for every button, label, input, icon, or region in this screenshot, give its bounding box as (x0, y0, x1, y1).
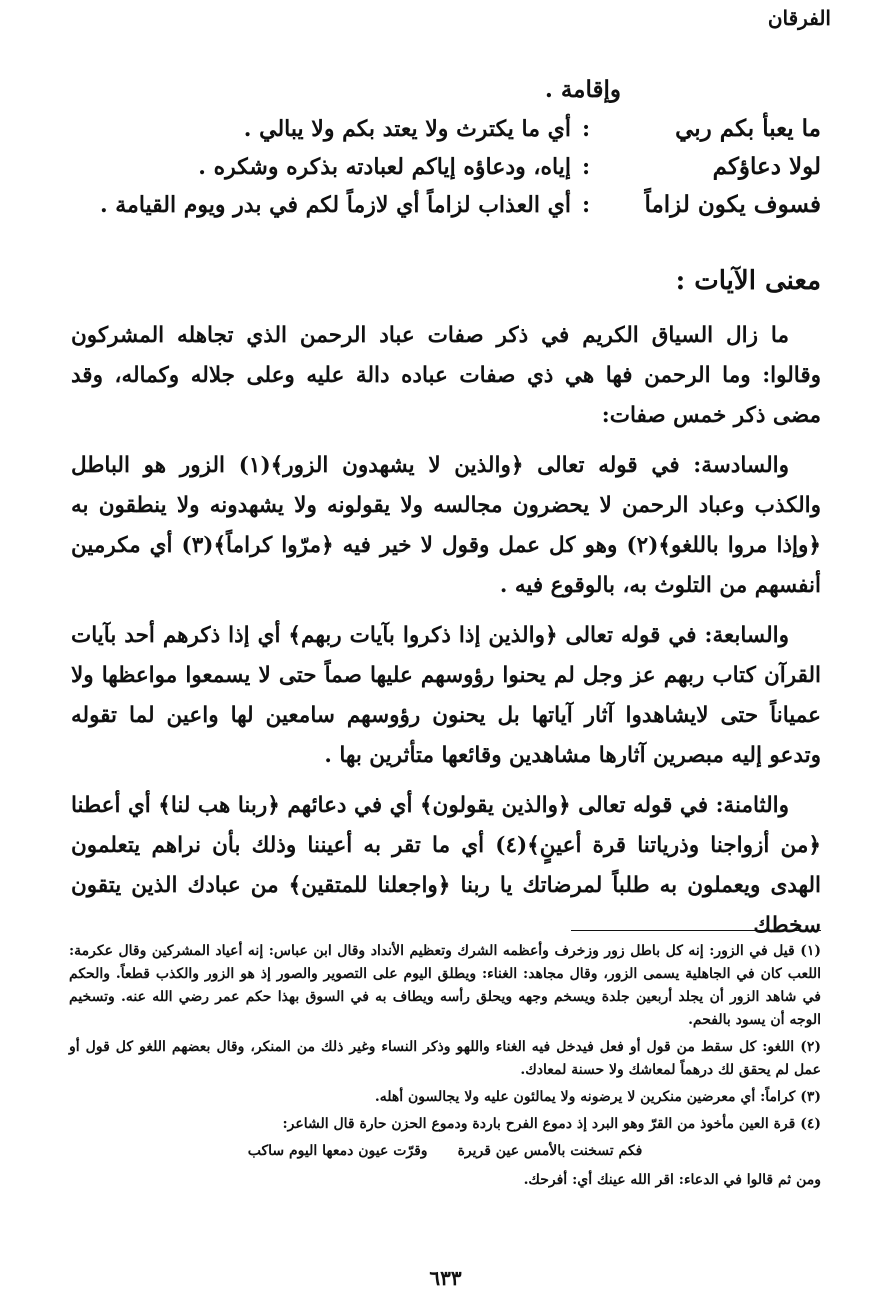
running-header-title: الفرقان (767, 6, 831, 30)
glossary-definition: أي العذاب لزاماً أي لازماً لكم في بدر ويوم القيامة . (99, 192, 571, 218)
page-number: ٦٣٣ (429, 1266, 462, 1290)
poem-second-hemistich: وقرّت عيون دمعها اليوم ساكب (247, 1143, 428, 1159)
paragraph-eighth: والثامنة: في قوله تعالى ﴿والذين يقولون﴾ أي في دعائهم ﴿ربنا هب لنا﴾ أي أعطنا ﴿من أزواجنا وذرياتنا قرة أعينٍ﴾(٤) أي ما تقر به أعيننا وذلك بأن نراهم يتعلمون الهدى ويعملون به طلباً لمرضاتك يا ربنا ﴿واجعلنا للمتقين﴾ من عبادك الذين يتقون سخطك (71, 793, 821, 938)
footnote-1: (١) قيل في الزور: إنه كل باطل زور وزخرف وأعظمه الشرك وتعظيم الأنداد وقال ابن عباس: إنه أعياد المشركين وقال عكرمة: اللعب كان في الجاهلية يسمى الزور، وقال مجاهد: الغناء: ويطلق اليوم على التصوير والصور إذ هو الزور والكذب قطعاً. والحكم في شاهد الزور أن يجلد أربعين جلدة ويسخم وجهه ويحلق رأسه ويطاف به في السوق بهذا حكم عمر رضي الله عنه. وتسخيم الوجه أن يسود بالفحم. (69, 943, 821, 1028)
poem-verse (69, 1140, 821, 1163)
paragraph-intro: ما زال السياق الكريم في ذكر صفات عباد الرحمن الذي تجاهله المشركون وقالوا: وما الرحمن فها هي ذي صفات عباده دالة عليه وعلى جلاله وكماله، وقد مضى ذكر خمس صفات: (71, 323, 821, 428)
glossary-row (61, 153, 821, 191)
paragraph-sixth: والسادسة: في قوله تعالى ﴿والذين لا يشهدون الزور﴾(١) الزور هو الباطل والكذب وعباد الرحمن لا يحضرون مجالسه ولا يقولونه ولا يشهدونه ولا ينطقون به ﴿وإذا مروا باللغو﴾(٢) وهو كل عمل وقول لا خير فيه ﴿مرّوا كراماً﴾(٣) أي مكرمين أنفسهم من التلوث به، بالوقوع فيه . (71, 453, 821, 598)
glossary-term: لولا دعاؤكم (712, 153, 821, 180)
footnote-4: (٤) قرة العين مأخوذ من القرّ وهو البرد إذ دموع الفرح باردة ودموع الحزن حارة قال الشاعر: (282, 1116, 821, 1132)
footnote-4-tail: ومن ثم قالوا في الدعاء: اقر الله عينك أي: أفرحك. (523, 1172, 821, 1188)
footnote-divider (571, 930, 821, 931)
glossary-colon: : (581, 154, 591, 180)
footnotes (69, 940, 821, 1196)
glossary-definition: أي ما يكترث ولا يعتد بكم ولا يبالي . (243, 116, 571, 142)
glossary-term: ما يعبأ بكم ربي (675, 115, 821, 142)
glossary-colon: : (581, 192, 591, 218)
section-heading: معنى الآيات : (675, 266, 821, 296)
footnote-2: (٢) اللغو: كل سقط من قول أو فعل فيدخل فيه الغناء واللهو وذكر النساء وغير ذلك من المنكر، وقال بعضهم اللغو كل قول أو عمل لم يحقق لك درهماً لمعاشك ولا حسنة لمعادك. (69, 1039, 821, 1078)
glossary-definition: إياه، ودعاؤه إياكم لعبادته بذكره وشكره . (198, 154, 571, 180)
glossary-list (61, 115, 821, 229)
glossary-term: فسوف يكون لزاماً (644, 191, 821, 218)
main-body (71, 316, 821, 956)
glossary-row (61, 191, 821, 229)
glossary-row (61, 115, 821, 153)
footnote-3: (٣) كراماً: أي معرضين منكرين لا يرضونه ولا يمالئون عليه ولا يجالسون أهله. (374, 1089, 821, 1105)
glossary-colon: : (581, 116, 591, 142)
carry-over-text: وإقامة . (544, 76, 621, 103)
paragraph-seventh: والسابعة: في قوله تعالى ﴿والذين إذا ذكروا بآيات ربهم﴾ أي إذا ذكرهم أحد بآيات القرآن كتاب ربهم عز وجل لم يحنوا رؤوسهم عليها صماً حتى لا يسمعوا مواعظها ولا عمياناً حتى لايشاهدوا آثار آياتها بل يحنون رؤوسهم سامعين لها واعين لما تقوله وتدعو إليه مبصرين آثارها مشاهدين وقائعها متأثرين بها . (71, 623, 821, 768)
poem-first-hemistich: فكم تسخنت بالأمس عين قريرة (457, 1143, 643, 1159)
